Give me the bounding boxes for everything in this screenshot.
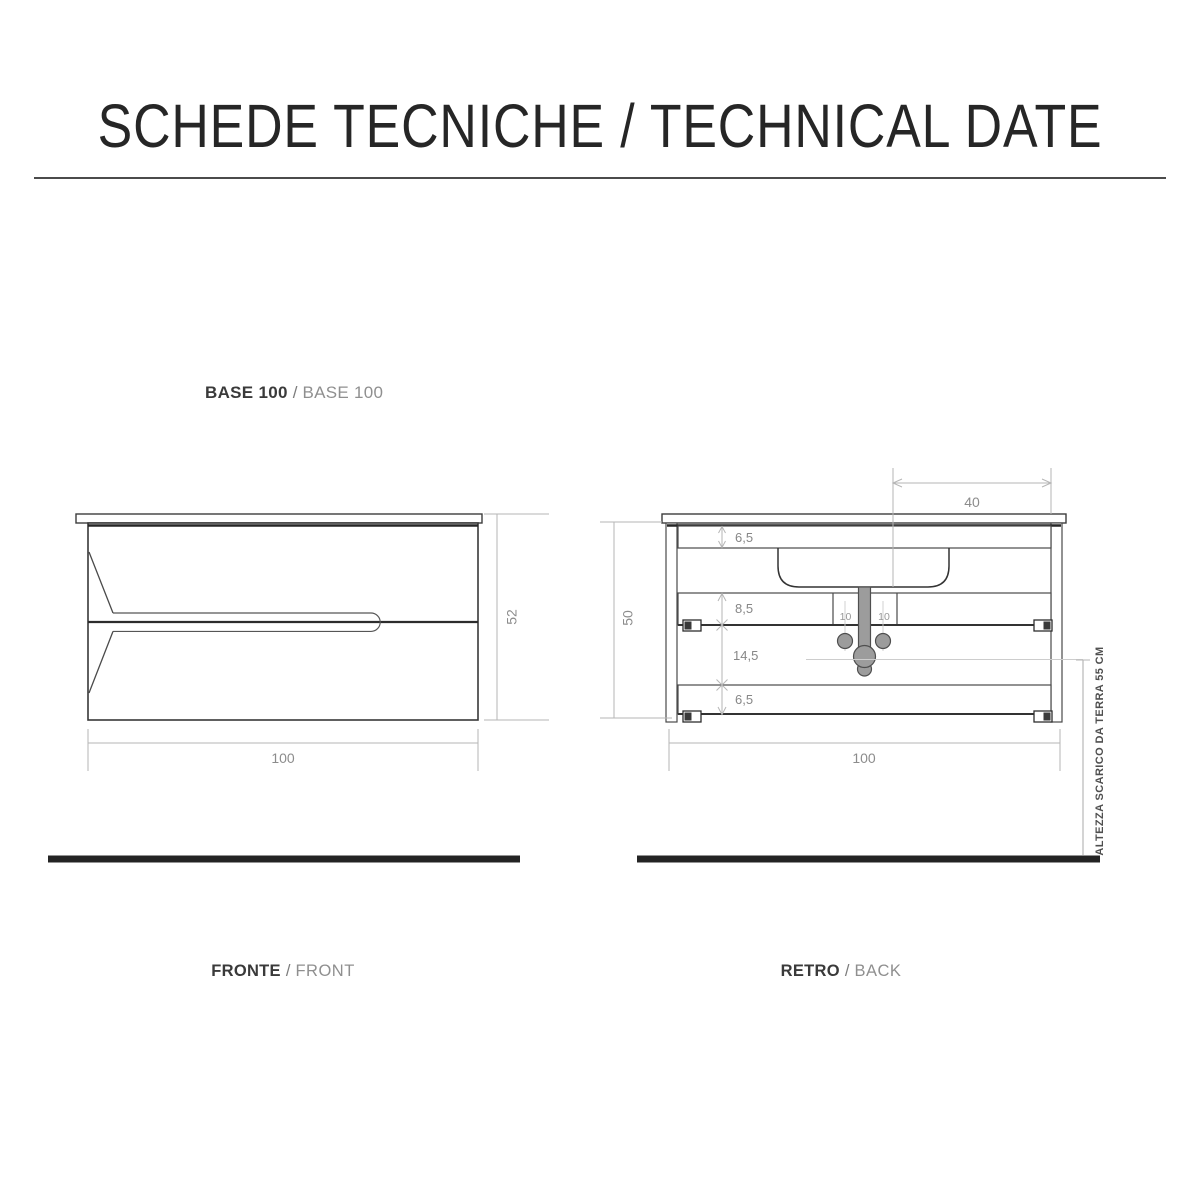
back-view-label-it: RETRO	[780, 962, 840, 980]
mounting-bracket-top-left	[683, 620, 701, 631]
front-view-label-it: FRONTE	[211, 962, 281, 980]
front-view-label-separator: /	[285, 962, 291, 980]
water-supply-right	[876, 634, 891, 649]
hole-dim-right-label: 10	[878, 611, 890, 623]
sink-basin	[778, 548, 949, 587]
product-code: BASE 100	[205, 383, 288, 402]
back-view-label-en: BACK	[854, 962, 902, 980]
bracket-pin	[685, 713, 692, 721]
front-cabinet	[76, 514, 482, 720]
bracket-pin	[685, 622, 692, 630]
front-dim-width	[88, 729, 478, 771]
hole-dim-left-label: 10	[839, 611, 852, 623]
mounting-bracket-top-right	[1034, 620, 1052, 631]
back-top-band	[678, 526, 1051, 548]
page-title: SCHEDE TECNICHE / TECHNICAL DATE	[97, 92, 1103, 160]
back-dim-band-bottom-label: 6,5	[735, 692, 754, 707]
bracket-pin	[1044, 622, 1051, 630]
mounting-bracket-bottom-left	[683, 711, 701, 722]
drain-cap	[854, 646, 876, 668]
back-dim-height-label: 50	[619, 610, 636, 626]
back-side-panel-left	[666, 523, 677, 722]
back-side-panel-right	[1051, 523, 1062, 722]
faucet-pipe	[859, 587, 871, 655]
back-dim-top-right-label: 40	[964, 494, 980, 510]
front-view	[48, 514, 549, 863]
back-view	[600, 468, 1106, 863]
front-dim-width-label: 100	[271, 750, 295, 766]
front-view-label-en: FRONT	[295, 962, 355, 980]
front-countertop	[76, 514, 482, 523]
drain-note-label: ALTEZZA SCARICO DA TERRA 55 CM	[1093, 646, 1106, 856]
back-view-label-separator: /	[844, 962, 850, 980]
back-dim-band-mid-label: 8,5	[735, 601, 754, 616]
back-floor-line	[637, 856, 1100, 863]
back-countertop	[662, 514, 1066, 523]
back-view-label	[641, 962, 1041, 981]
product-separator: /	[292, 383, 298, 402]
bracket-pin	[1044, 713, 1051, 721]
product-code-en: BASE 100	[302, 383, 384, 402]
back-dim-height	[600, 522, 672, 718]
back-dim-width	[669, 729, 1060, 771]
mounting-bracket-bottom-right	[1034, 711, 1052, 722]
back-dim-gap-label: 14,5	[733, 648, 759, 663]
back-dim-width-label: 100	[852, 750, 876, 766]
back-dim-band-top-label: 6,5	[735, 530, 754, 545]
back-bottom-band	[678, 685, 1051, 714]
front-dim-height-label: 52	[503, 609, 520, 625]
water-supply-left	[838, 634, 853, 649]
front-dim-height	[484, 514, 549, 720]
front-floor-line	[48, 856, 520, 863]
front-view-label	[83, 962, 483, 981]
